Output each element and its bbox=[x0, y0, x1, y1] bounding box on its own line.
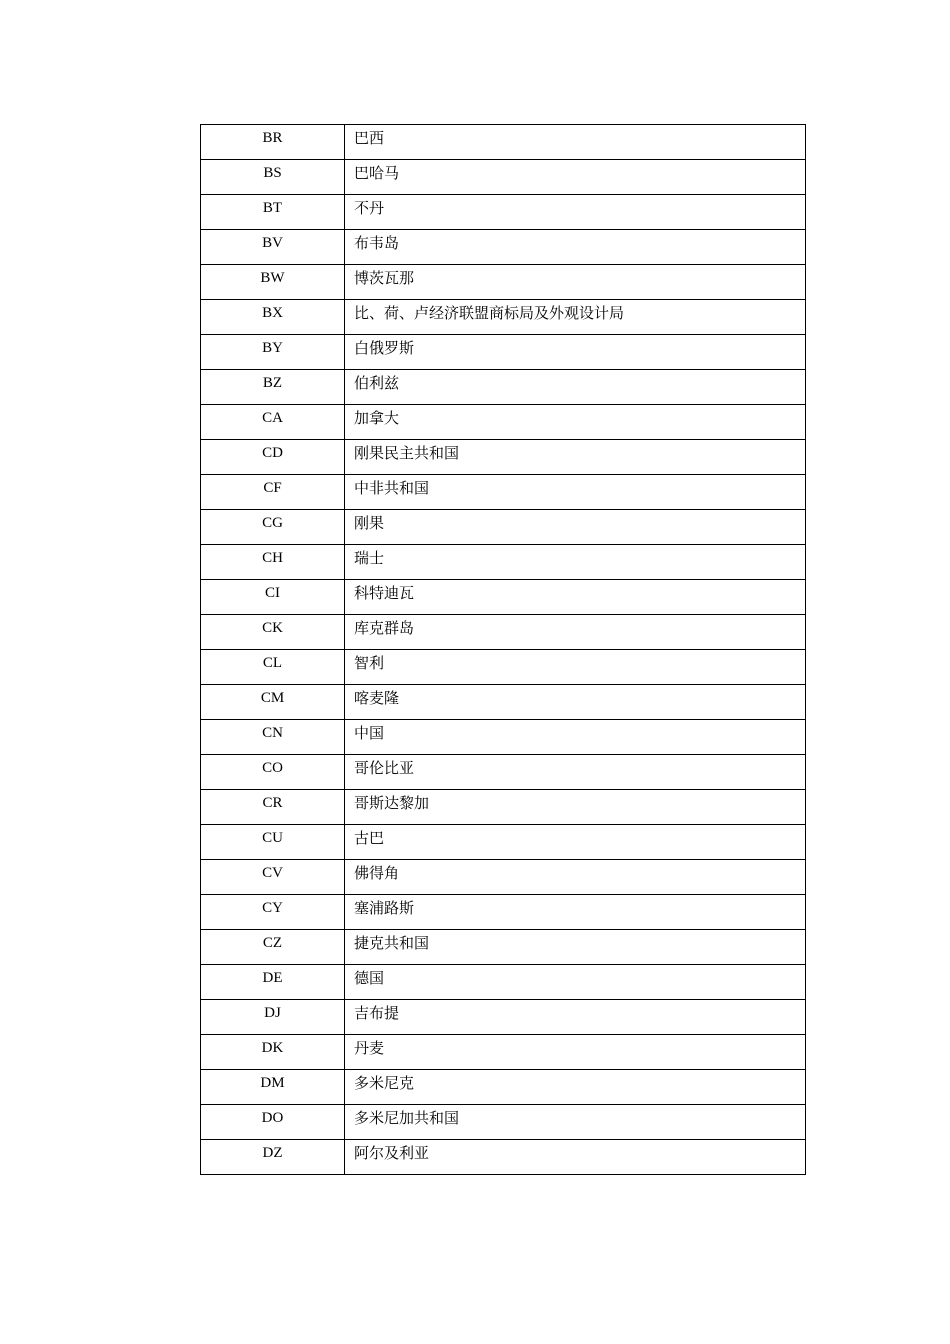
country-name-cell: 瑞士 bbox=[345, 545, 806, 580]
table-row bbox=[201, 615, 806, 650]
table-row bbox=[201, 265, 806, 300]
country-code-cell: CD bbox=[201, 440, 345, 475]
country-code-cell: DZ bbox=[201, 1140, 345, 1175]
table-row bbox=[201, 160, 806, 195]
country-name-cell: 科特迪瓦 bbox=[345, 580, 806, 615]
country-name-cell: 刚果 bbox=[345, 510, 806, 545]
country-code-cell: BS bbox=[201, 160, 345, 195]
country-code-cell: CL bbox=[201, 650, 345, 685]
table-row bbox=[201, 335, 806, 370]
country-code-cell: BR bbox=[201, 125, 345, 160]
country-code-cell: CO bbox=[201, 755, 345, 790]
country-name-cell: 哥伦比亚 bbox=[345, 755, 806, 790]
country-name-cell: 布韦岛 bbox=[345, 230, 806, 265]
table-row bbox=[201, 860, 806, 895]
table-row bbox=[201, 440, 806, 475]
table-row bbox=[201, 1140, 806, 1175]
country-code-cell: DJ bbox=[201, 1000, 345, 1035]
table-row bbox=[201, 1070, 806, 1105]
country-code-cell: DO bbox=[201, 1105, 345, 1140]
table-row bbox=[201, 370, 806, 405]
country-name-cell: 巴哈马 bbox=[345, 160, 806, 195]
country-code-cell: BV bbox=[201, 230, 345, 265]
country-name-cell: 塞浦路斯 bbox=[345, 895, 806, 930]
table-row bbox=[201, 895, 806, 930]
country-code-cell: CF bbox=[201, 475, 345, 510]
country-code-cell: CA bbox=[201, 405, 345, 440]
table-row bbox=[201, 1105, 806, 1140]
country-name-cell: 刚果民主共和国 bbox=[345, 440, 806, 475]
table-row bbox=[201, 965, 806, 1000]
country-code-cell: DK bbox=[201, 1035, 345, 1070]
country-code-cell: BZ bbox=[201, 370, 345, 405]
country-name-cell: 智利 bbox=[345, 650, 806, 685]
country-name-cell: 德国 bbox=[345, 965, 806, 1000]
country-name-cell: 不丹 bbox=[345, 195, 806, 230]
country-name-cell: 吉布提 bbox=[345, 1000, 806, 1035]
country-code-cell: CR bbox=[201, 790, 345, 825]
table-row bbox=[201, 545, 806, 580]
table-row bbox=[201, 825, 806, 860]
country-code-cell: CM bbox=[201, 685, 345, 720]
country-code-cell: CU bbox=[201, 825, 345, 860]
country-code-cell: CH bbox=[201, 545, 345, 580]
table-row bbox=[201, 930, 806, 965]
table-body bbox=[201, 125, 806, 1175]
country-code-cell: BT bbox=[201, 195, 345, 230]
country-name-cell: 中国 bbox=[345, 720, 806, 755]
country-name-cell: 比、荷、卢经济联盟商标局及外观设计局 bbox=[345, 300, 806, 335]
table-row bbox=[201, 755, 806, 790]
country-code-cell: CV bbox=[201, 860, 345, 895]
table-row bbox=[201, 300, 806, 335]
country-code-cell: CN bbox=[201, 720, 345, 755]
country-code-cell: CG bbox=[201, 510, 345, 545]
table-row bbox=[201, 720, 806, 755]
country-code-cell: BY bbox=[201, 335, 345, 370]
country-code-cell: BW bbox=[201, 265, 345, 300]
country-name-cell: 古巴 bbox=[345, 825, 806, 860]
country-name-cell: 中非共和国 bbox=[345, 475, 806, 510]
country-name-cell: 多米尼克 bbox=[345, 1070, 806, 1105]
table-row bbox=[201, 790, 806, 825]
table-row bbox=[201, 475, 806, 510]
country-name-cell: 捷克共和国 bbox=[345, 930, 806, 965]
country-name-cell: 伯利兹 bbox=[345, 370, 806, 405]
table-row bbox=[201, 685, 806, 720]
country-code-cell: DM bbox=[201, 1070, 345, 1105]
country-code-cell: CI bbox=[201, 580, 345, 615]
country-code-cell: CY bbox=[201, 895, 345, 930]
country-name-cell: 白俄罗斯 bbox=[345, 335, 806, 370]
country-code-cell: DE bbox=[201, 965, 345, 1000]
table-row bbox=[201, 650, 806, 685]
table-row bbox=[201, 125, 806, 160]
table-row bbox=[201, 510, 806, 545]
country-code-cell: CZ bbox=[201, 930, 345, 965]
table-row bbox=[201, 580, 806, 615]
country-code-table bbox=[200, 124, 806, 1175]
country-name-cell: 库克群岛 bbox=[345, 615, 806, 650]
table-row bbox=[201, 195, 806, 230]
country-name-cell: 丹麦 bbox=[345, 1035, 806, 1070]
country-name-cell: 阿尔及利亚 bbox=[345, 1140, 806, 1175]
country-name-cell: 博茨瓦那 bbox=[345, 265, 806, 300]
country-code-cell: BX bbox=[201, 300, 345, 335]
table-row bbox=[201, 1035, 806, 1070]
country-name-cell: 巴西 bbox=[345, 125, 806, 160]
country-name-cell: 佛得角 bbox=[345, 860, 806, 895]
table-row bbox=[201, 1000, 806, 1035]
country-name-cell: 哥斯达黎加 bbox=[345, 790, 806, 825]
country-name-cell: 多米尼加共和国 bbox=[345, 1105, 806, 1140]
country-name-cell: 加拿大 bbox=[345, 405, 806, 440]
table-row bbox=[201, 405, 806, 440]
country-code-cell: CK bbox=[201, 615, 345, 650]
country-name-cell: 喀麦隆 bbox=[345, 685, 806, 720]
table-row bbox=[201, 230, 806, 265]
